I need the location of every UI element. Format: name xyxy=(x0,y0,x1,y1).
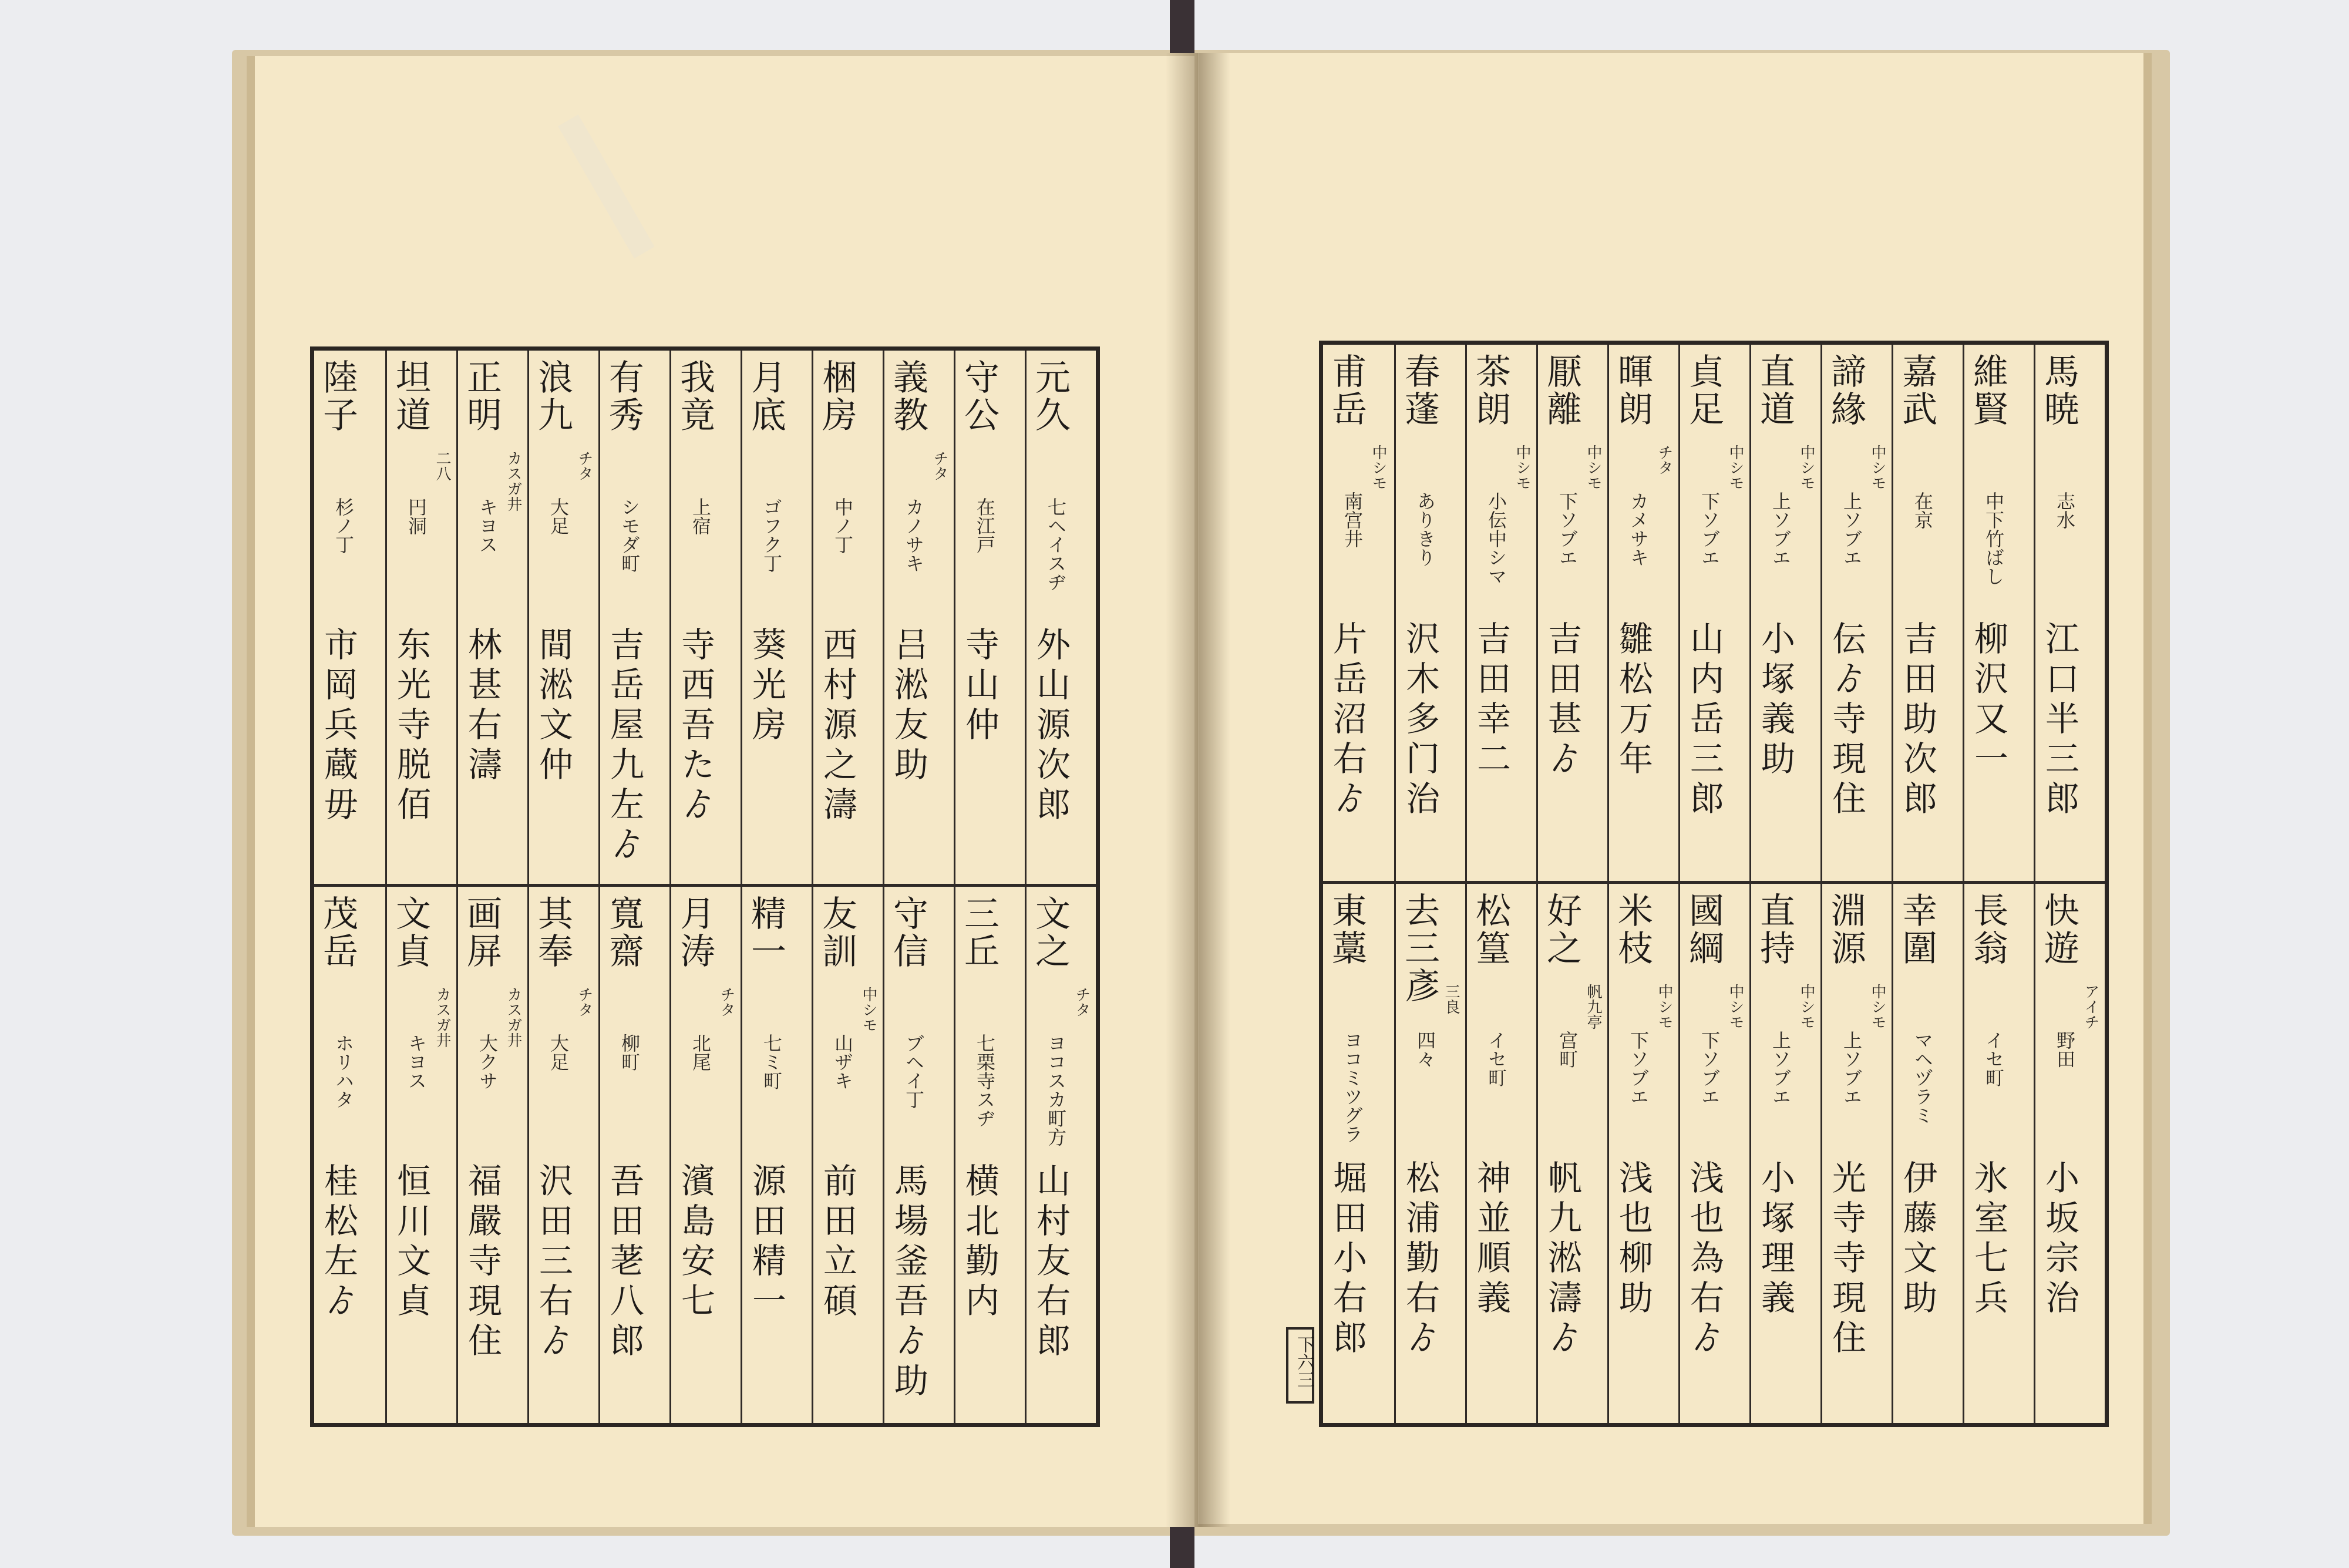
person-name: 小坂宗治 xyxy=(2040,1160,2079,1320)
person-name: 林甚右濤 xyxy=(462,627,502,786)
person-name: 帆九淞濤ゟ xyxy=(1542,1160,1582,1360)
person-name: 光寺寺現住 xyxy=(1826,1160,1866,1360)
right-lower-entry xyxy=(1820,884,1892,1423)
folio-label: 下六三 xyxy=(1294,1335,1314,1388)
poet-name: 松篁 xyxy=(1470,892,1511,967)
poet-name: 淵源 xyxy=(1825,892,1866,967)
poet-name: 快遊 xyxy=(2038,892,2079,967)
poet-name: 寬齋 xyxy=(603,895,644,970)
poet-name: 陸子 xyxy=(317,359,358,434)
left-lower-entry xyxy=(1025,887,1096,1423)
left-upper-entry xyxy=(669,351,741,884)
left-lower-entry xyxy=(883,887,954,1423)
address-note: 志水 xyxy=(2054,492,2076,529)
poet-name: 友訓 xyxy=(816,895,857,970)
person-name: 伊藤文助 xyxy=(1897,1160,1937,1320)
left-upper-entry xyxy=(385,351,456,884)
address-note: 下ソブエ xyxy=(1556,492,1579,567)
furigana-note: 中シモ xyxy=(1798,445,1815,490)
furigana-note: 中シモ xyxy=(1869,445,1886,490)
ribbon-top xyxy=(1170,0,1194,53)
person-name: 吉田甚ゟ xyxy=(1542,621,1582,780)
address-note: 南宫井 xyxy=(1341,492,1364,548)
right-lower-entry xyxy=(1678,884,1749,1423)
poet-name: 我竟 xyxy=(674,359,715,434)
right-lower-entry xyxy=(1394,884,1465,1423)
left-upper-entry xyxy=(456,351,527,884)
person-name: 东光寺脱佰 xyxy=(391,627,431,826)
poet-name: 貞足 xyxy=(1683,353,1724,428)
address-note: 小伝中シマ xyxy=(1485,492,1507,586)
address-note: 大クサ xyxy=(476,1034,499,1090)
poet-name: 守信 xyxy=(887,895,928,970)
poet-name: 精一 xyxy=(745,895,786,970)
address-note: ブヘイ丁 xyxy=(903,1034,925,1109)
poet-name: 諦緣 xyxy=(1825,353,1866,428)
poet-name: 正明 xyxy=(461,359,502,434)
right-lower-entry xyxy=(1323,884,1394,1423)
poet-name: 嘉武 xyxy=(1896,353,1937,428)
right-lower-entry xyxy=(1465,884,1536,1423)
right-upper-entry xyxy=(1607,345,1678,881)
furigana-note: 三良 xyxy=(1442,984,1460,1014)
address-note: ゴフク丁 xyxy=(760,497,783,573)
address-note: 在京 xyxy=(1911,492,1934,529)
address-note: キヨス xyxy=(405,1034,428,1090)
poet-name: 長翁 xyxy=(1967,892,2008,967)
poet-name: 國綱 xyxy=(1683,892,1724,967)
right-lower-entry xyxy=(1607,884,1678,1423)
furigana-note: カスガ井 xyxy=(504,987,522,1048)
address-note: 上ソブエ xyxy=(1840,1031,1863,1106)
furigana-note: チタ xyxy=(718,987,735,1017)
address-note: 七ヘイスヂ xyxy=(1045,497,1067,591)
furigana-note: チタ xyxy=(1655,445,1673,475)
poet-name: 月底 xyxy=(745,359,786,434)
furigana-note: 帆九亭 xyxy=(1584,984,1602,1029)
person-name: 山内岳三郎 xyxy=(1684,621,1724,820)
poet-name: 元久 xyxy=(1029,359,1071,434)
address-note: ヨコミツグラ xyxy=(1341,1031,1364,1143)
poet-name: 浪九 xyxy=(532,359,573,434)
address-note: 野田 xyxy=(2054,1031,2076,1068)
poet-name: 直持 xyxy=(1754,892,1795,967)
left-lower-entry xyxy=(741,887,812,1423)
address-note: 七栗寺スヂ xyxy=(974,1034,996,1128)
person-name: 江口半三郎 xyxy=(2040,621,2079,820)
person-name: 吾田荖八郎 xyxy=(604,1163,644,1362)
person-name: 雛松万年 xyxy=(1613,621,1653,780)
person-name: 小塚義助 xyxy=(1755,621,1795,780)
address-note: 下ソブエ xyxy=(1698,492,1721,567)
person-name: 濱島安七 xyxy=(675,1163,715,1323)
right-upper-entry xyxy=(1892,345,1963,881)
person-name: 西村源之濤 xyxy=(817,627,857,826)
furigana-note: チタ xyxy=(1073,987,1091,1017)
left-upper-entry xyxy=(1025,351,1096,884)
poet-name: 甫岳 xyxy=(1326,353,1367,428)
person-name: 片岳沼右ゟ xyxy=(1327,621,1367,820)
person-name: 浅也為右ゟ xyxy=(1684,1160,1724,1360)
person-name: 山村友右郎 xyxy=(1031,1163,1071,1362)
furigana-note: 中シモ xyxy=(1369,445,1387,490)
address-note: マヘヅラミ xyxy=(1911,1031,1934,1125)
person-name: 葵光房 xyxy=(746,627,786,746)
poet-name: 東藁 xyxy=(1326,892,1367,967)
left-upper-entry xyxy=(883,351,954,884)
folio-number xyxy=(1286,1327,1314,1404)
address-note: 上宿 xyxy=(689,497,712,535)
address-note: 円洞 xyxy=(405,497,428,535)
furigana-note: 中シモ xyxy=(860,987,877,1032)
person-name: 源田精一 xyxy=(746,1163,786,1323)
furigana-note: 中シモ xyxy=(1727,984,1744,1029)
person-name: 恒川文貞 xyxy=(391,1163,431,1323)
poet-name: 坦道 xyxy=(390,359,431,434)
left-lower-entry xyxy=(314,887,385,1423)
poet-name: 暉朗 xyxy=(1612,353,1653,428)
right-page-table xyxy=(1319,341,2109,1427)
person-name: 堀田小右郎 xyxy=(1327,1160,1367,1360)
right-lower-entry xyxy=(1892,884,1963,1423)
address-note: ありきり xyxy=(1414,492,1436,567)
address-note: 四々 xyxy=(1414,1031,1436,1068)
person-name: 桂松左ゟ xyxy=(318,1163,358,1323)
poet-name: 義教 xyxy=(887,359,928,434)
person-name: 横北勤内 xyxy=(960,1163,999,1323)
address-note: 山ザキ xyxy=(832,1034,854,1090)
address-note: 下ソブエ xyxy=(1627,1031,1650,1106)
person-name: 伝ゟ寺現住 xyxy=(1826,621,1866,820)
person-name: 氷室七兵 xyxy=(1968,1160,2008,1320)
furigana-note: チタ xyxy=(576,450,593,481)
left-page-table xyxy=(310,346,1100,1427)
person-name: 寺山仲 xyxy=(960,627,999,746)
right-lower-entry xyxy=(2034,884,2105,1423)
right-upper-entry xyxy=(1536,345,1607,881)
person-name: 吉田幸二 xyxy=(1471,621,1511,780)
address-note: 大足 xyxy=(547,497,570,535)
left-upper-entry xyxy=(812,351,883,884)
address-note: 下ソブエ xyxy=(1698,1031,1721,1106)
left-lower-entry xyxy=(669,887,741,1423)
poet-name: 春蓬 xyxy=(1399,353,1440,428)
person-name: 外山源次郎 xyxy=(1031,627,1071,826)
right-upper-entry xyxy=(1323,345,1394,881)
poet-name: 厭離 xyxy=(1541,353,1582,428)
furigana-note: チタ xyxy=(931,450,948,481)
poet-name: 梱房 xyxy=(816,359,857,434)
poet-name: 米枝 xyxy=(1612,892,1653,967)
address-note: 柳町 xyxy=(618,1034,641,1071)
address-note: 杉ノ丁 xyxy=(332,497,355,554)
left-upper-entry xyxy=(598,351,669,884)
poet-name: 守公 xyxy=(958,359,999,434)
person-name: 吉田助次郎 xyxy=(1897,621,1937,820)
furigana-note: アイチ xyxy=(2082,984,2099,1029)
person-name: 松浦勤右ゟ xyxy=(1400,1160,1440,1360)
right-lower-entry xyxy=(1749,884,1820,1423)
address-note: 上ソブエ xyxy=(1769,1031,1792,1106)
poet-name: 三丘 xyxy=(958,895,999,970)
address-note: 在江戸 xyxy=(974,497,996,554)
person-name: 浅也柳助 xyxy=(1613,1160,1653,1320)
person-name: 吉岳屋九左ゟ xyxy=(604,627,644,866)
address-note: シモダ町 xyxy=(618,497,641,573)
left-lower-entry xyxy=(598,887,669,1423)
person-name: 吕淞友助 xyxy=(889,627,928,786)
left-upper-entry xyxy=(314,351,385,884)
left-lower-entry xyxy=(456,887,527,1423)
gutter-shadow xyxy=(1166,53,1230,1527)
address-note: 中ノ丁 xyxy=(832,497,854,554)
poet-name: 維賢 xyxy=(1967,353,2008,428)
person-name: 市岡兵蔵毋 xyxy=(318,627,358,826)
furigana-note: 中シモ xyxy=(1798,984,1815,1029)
person-name: 寺西吾たゟ xyxy=(675,627,715,826)
address-note: 上ソブエ xyxy=(1769,492,1792,567)
person-name: 間淞文仲 xyxy=(533,627,573,786)
furigana-note: 中シモ xyxy=(1869,984,1886,1029)
address-note: イセ町 xyxy=(1485,1031,1507,1087)
left-lower-entry xyxy=(954,887,1025,1423)
person-name: 小塚理義 xyxy=(1755,1160,1795,1320)
furigana-note: カスガ井 xyxy=(433,987,451,1048)
right-lower-entry xyxy=(1963,884,2034,1423)
furigana-note: 中シモ xyxy=(1513,445,1531,490)
poet-name: 其奉 xyxy=(532,895,573,970)
left-upper-entry xyxy=(954,351,1025,884)
poet-name: 幸圍 xyxy=(1896,892,1937,967)
right-upper-entry xyxy=(1820,345,1892,881)
furigana-note: カスガ井 xyxy=(504,450,522,512)
poet-name: 直道 xyxy=(1754,353,1795,428)
furigana-note: 二八 xyxy=(433,450,451,481)
address-note: ヨコスカ町方 xyxy=(1045,1034,1067,1146)
furigana-note: 中シモ xyxy=(1584,445,1602,490)
address-note: 北尾 xyxy=(689,1034,712,1071)
person-name: 柳沢又一 xyxy=(1968,621,2008,780)
left-upper-entry xyxy=(527,351,598,884)
right-upper-entry xyxy=(1963,345,2034,881)
address-note: 上ソブエ xyxy=(1840,492,1863,567)
address-note: イセ町 xyxy=(1983,1031,2005,1087)
address-note: 七ミ町 xyxy=(760,1034,783,1090)
person-name: 福嚴寺現住 xyxy=(462,1163,502,1362)
poet-name: 画屏 xyxy=(461,895,502,970)
poet-name: 好之 xyxy=(1541,892,1582,967)
furigana-note: 中シモ xyxy=(1727,445,1744,490)
address-note: ホリハタ xyxy=(332,1034,355,1109)
address-note: 大足 xyxy=(547,1034,570,1071)
furigana-note: チタ xyxy=(576,987,593,1017)
address-note: カメサキ xyxy=(1627,492,1650,567)
poet-name: 茂岳 xyxy=(317,895,358,970)
poet-name: 月涛 xyxy=(674,895,715,970)
left-upper-entry xyxy=(741,351,812,884)
person-name: 馬場釜吾ゟ助 xyxy=(889,1163,928,1402)
person-name: 神並順義 xyxy=(1471,1160,1511,1320)
address-note: 宫町 xyxy=(1556,1031,1579,1068)
poet-name: 文貞 xyxy=(390,895,431,970)
right-upper-entry xyxy=(2034,345,2105,881)
address-note: カノサキ xyxy=(903,497,925,573)
right-upper-entry xyxy=(1465,345,1536,881)
poet-name: 茶朗 xyxy=(1470,353,1511,428)
right-lower-entry xyxy=(1536,884,1607,1423)
right-upper-entry xyxy=(1749,345,1820,881)
poet-name: 去三彥 xyxy=(1399,892,1440,1005)
address-note: 中下竹ばし xyxy=(1983,492,2005,586)
poet-name: 文之 xyxy=(1029,895,1071,970)
ribbon-bottom xyxy=(1170,1527,1194,1568)
right-upper-entry xyxy=(1678,345,1749,881)
person-name: 沢田三右ゟ xyxy=(533,1163,573,1362)
person-name: 沢木多门治 xyxy=(1400,621,1440,820)
furigana-note: 中シモ xyxy=(1655,984,1673,1029)
left-lower-entry xyxy=(527,887,598,1423)
poet-name: 有秀 xyxy=(603,359,644,434)
left-lower-entry xyxy=(812,887,883,1423)
person-name: 前田立碩 xyxy=(817,1163,857,1323)
right-upper-entry xyxy=(1394,345,1465,881)
address-note: キヨス xyxy=(476,497,499,554)
left-lower-entry xyxy=(385,887,456,1423)
poet-name: 馬暁 xyxy=(2038,353,2079,428)
